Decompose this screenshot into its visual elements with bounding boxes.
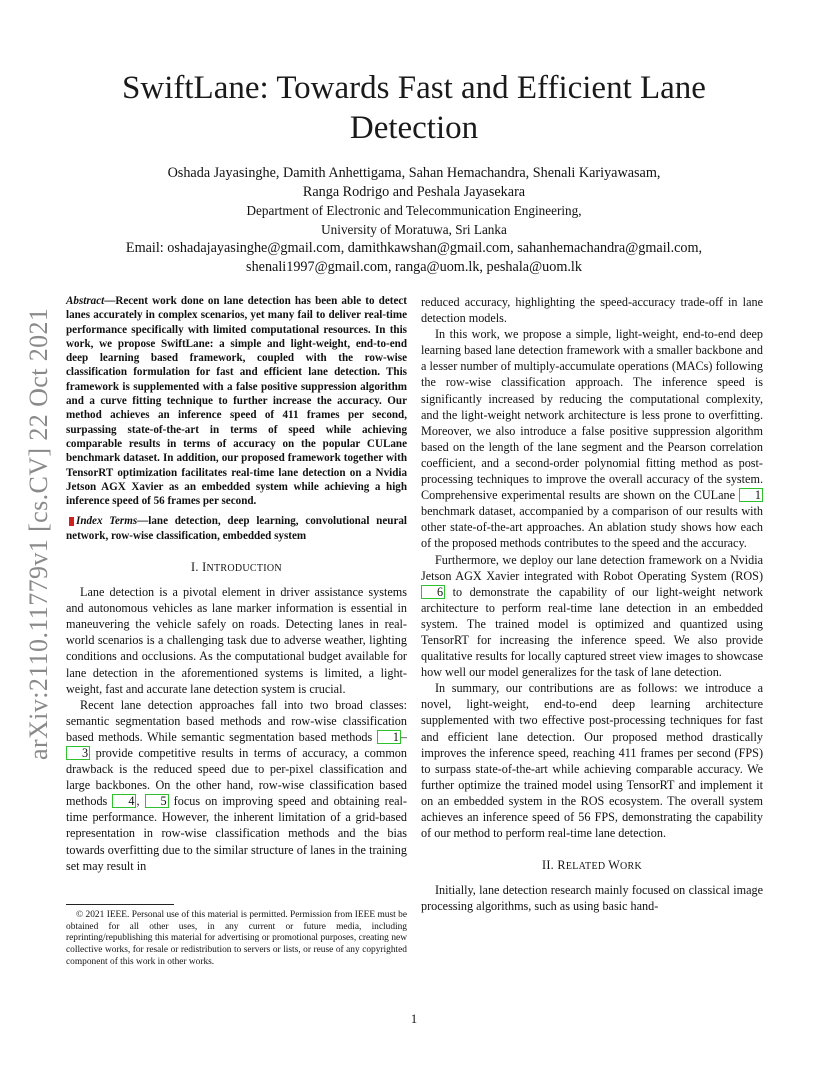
text-run: benchmark dataset, accompanied by a comparison of our results with other state-of-the-art approaches. An ablation study shows how each of the proposed methods contributes to the speed and the accuracy. [421, 504, 763, 551]
annotation-marker-icon [69, 517, 74, 526]
abstract-lead: Abstract [66, 295, 105, 307]
citation-link[interactable]: 5 [145, 794, 169, 808]
right-paragraph-2 [421, 552, 763, 681]
citation-link[interactable]: 1 [739, 488, 763, 502]
section-numeral: II. R [541, 858, 566, 873]
author-block [60, 164, 768, 277]
citation-link[interactable]: 4 [112, 794, 136, 808]
citation-link[interactable]: 3 [66, 746, 90, 760]
intro-paragraph-2 [66, 697, 407, 874]
right-paragraph-continued: reduced accuracy, highlighting the speed-accuracy trade-off in lane detection models. [421, 295, 763, 326]
section-title-rest: NTRODUCTION [206, 563, 282, 575]
authors-line-1: Oshada Jayasinghe, Damith Anhettigama, Sahan Hemachandra, Shenali Kariyawasam, [167, 165, 661, 181]
left-column [66, 294, 407, 874]
citation-link[interactable]: 6 [421, 585, 445, 599]
text-run: In this work, we propose a simple, light-weight, end-to-end deep learning based lane detection framework with a smaller backbone and a lesser number of multiply-accumulate operations (MACs) following the row-wise classification approach. The inference speed is significantly increased by reducing the computational complexity, and the light-weight network architecture is less prone to overfitting. Moreover, we also introduce a false positive suppression algorithm based on the length of the lane segment and the Pearson correlation coefficient, and a second-order polynomial fitting method as post-processing techniques to improve the overall accuracy of the system. Comprehensive experimental results are shown on the CULane [421, 327, 763, 503]
email-line-1: Email: oshadajayasinghe@gmail.com, damithkawshan@gmail.com, sahanhemachandra@gmail.com, [125, 240, 703, 256]
paper-title: SwiftLane: Towards Fast and Efficient Lane Detection [122, 70, 706, 146]
related-paragraph-1: Initially, lane detection research mainly focused on classical image processing algorithms, such as using basic hand- [421, 883, 763, 914]
index-terms [66, 514, 407, 543]
text-run: Furthermore, we deploy our lane detection framework on a Nvidia Jetson AGX Xavier integrated with Robot Operating System (ROS) [421, 552, 763, 583]
index-terms-lead: Index Terms [76, 515, 138, 528]
affiliation-line-1: Department of Electronic and Telecommunication Engineering, [246, 203, 582, 218]
section-numeral: I. I [191, 560, 207, 575]
page-number: 1 [410, 1012, 418, 1026]
section-heading-introduction [66, 560, 407, 575]
abstract-text: —Recent work done on lane detection has been able to detect lanes accurately in complex scenarios, yet many fail to deliver real-time performance specifically with limited computational resources. In this work, we propose SwiftLane: a simple and light-weight, end-to-end deep learning based framework, coupled with the row-wise classification formulation for fast and efficient lane detection. This framework is supplemented with a false positive suppression algorithm and a curve fitting technique to further increase the accuracy. Our method achieves an inference speed of 411 frames per second, surpassing state-of-the-art in terms of speed while achieving comparable results in terms of accuracy on the popular CULane benchmark dataset. In addition, our proposed framework together with TensorRT optimization facilitates real-time lane detection on a Nvidia Jetson AGX Xavier as an embedded system while achieving a high inference speed of 56 frames per second. [66, 295, 407, 508]
section-heading-related-work [421, 858, 763, 873]
text-run: – [400, 729, 407, 744]
right-paragraph-1 [421, 326, 763, 551]
right-paragraph-3: In summary, our contributions are as follows: we introduce a novel, light-weight, end-to-end deep learning architecture supplemented with two effective post-processing techniques for fast and efficient lane detection. Our proposed method drastically improves the inference speed, reaching 411 frames per second (FPS) to surpass state-of-the-art while achieving comparable accuracy. We further optimize the trained model using TensorRT and implement it on an embedded system in the ROS ecosystem. The overall system achieves an inference speed of 56 FPS, demonstrating the capability of our method to perform real-time lane detection. [421, 681, 763, 841]
text-run: , [136, 794, 145, 809]
footnote-rule [66, 904, 174, 905]
arxiv-stamp: arXiv:2110.11779v1 [cs.CV] 22 Oct 2021 [24, 307, 53, 760]
section-title-rest: ELATED [565, 861, 609, 873]
intro-paragraph-1: Lane detection is a pivotal element in driver assistance systems and autonomous vehicles as lane marker information is essential in maneuvering the vehicle safely on roads. Detecting lanes in real-world scenarios is a challenging task due to adverse weather, lighting conditions and occlusions. As the computational budget available for lane detection in the aforementioned systems is limited, a light-weight, fast and accurate lane detection system is crucial. [66, 585, 407, 696]
affiliation-line-2: University of Moratuwa, Sri Lanka [321, 221, 507, 237]
text-run: to demonstrate the capability of our light-weight network architecture to perform real-time lane detection in an embedded system. The trained model is optimized and quantized using TensorRT for increasing the inference speed. We also provide qualitative results for locally captured street view images to showcase how well our model generalizes for the task of lane detection. [421, 584, 763, 680]
right-column [421, 294, 763, 914]
text-run: provide competitive results in terms of accuracy, a common drawback is the reduced speed due to per-pixel classification and large backbones. On the other hand, row-wise classification based methods [66, 745, 407, 809]
email-line-2: shenali1997@gmail.com, ranga@uom.lk, peshala@uom.lk [246, 259, 582, 275]
authors-line-2: Ranga Rodrigo and Peshala Jayasekara [302, 184, 526, 200]
section-title-capital: W [608, 858, 620, 873]
text-run: Recent lane detection approaches fall into two broad classes: semantic segmentation based methods and row-wise classification based methods. While semantic segmentation based methods [66, 697, 407, 744]
index-terms-text: —lane detection, deep learning, convolutional neural network, row-wise classification, embedded system [66, 515, 407, 542]
abstract [66, 294, 407, 508]
text-run: focus on improving speed and obtaining real-time performance. However, the inherent limitation of a grid-based representation in row-wise classification methods and the bias towards overfitting due to the similar structure of lanes in the training set may result in [66, 794, 407, 873]
copyright-footnote: © 2021 IEEE. Personal use of this material is permitted. Permission from IEEE must be obtained for all other uses, in any current or future media, including reprinting/republishing this material for advertising or promotional purposes, creating new collective works, for resale or redistribution to servers or lists, or reuse of any copyrighted component of this work in other works. [66, 910, 407, 967]
section-title-rest: ORK [620, 861, 643, 873]
citation-link[interactable]: 1 [377, 730, 401, 744]
